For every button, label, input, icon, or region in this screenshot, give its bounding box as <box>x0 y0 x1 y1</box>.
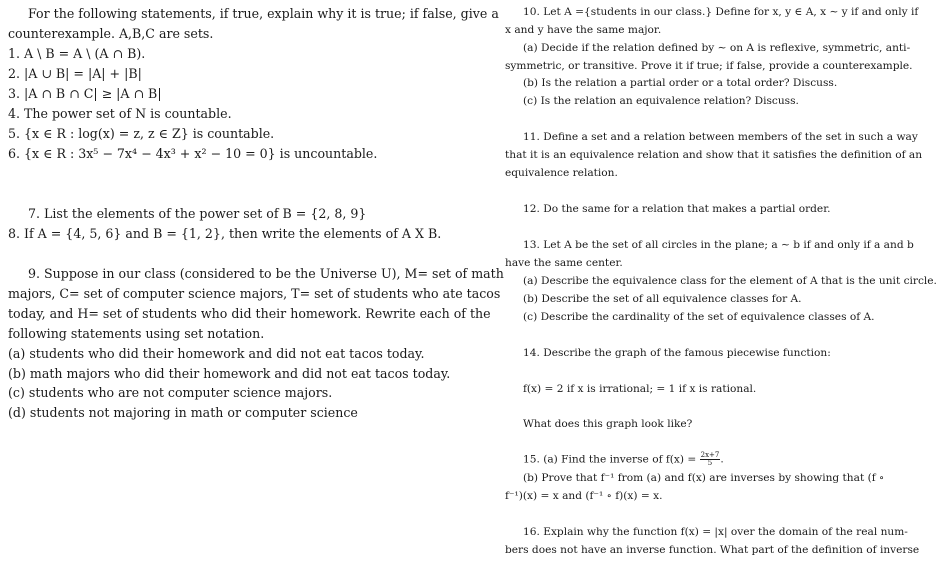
statement-3: 3. |A ∩ B ∩ C| ≥ |A ∩ B| <box>8 86 162 101</box>
problem-8: 8. If A = {4, 5, 6} and B = {1, 2}, then write the elements of A X B. <box>8 226 442 241</box>
statement-6: 6. {x ∈ R : 3x⁵ − 7x⁴ − 4x³ + x² − 10 = 0} is uncountable. <box>8 146 378 161</box>
problem-11-line-1: 11. Define a set and a relation between members of the set in such a way <box>523 131 918 143</box>
problem-16-line-2: bers does not have an inverse function. What part of the definition of inverse <box>505 544 920 556</box>
statement-1: 1. A \ B = A \ (A ∩ B). <box>8 46 146 61</box>
problem-9d: (d) students not majoring in math or computer science <box>8 405 358 420</box>
problem-10-line-1: 10. Let A ={students in our class.} Define for x, y ∈ A, x ∼ y if and only if <box>523 6 919 18</box>
problem-14-question: What does this graph look like? <box>523 418 693 430</box>
problem-10a-line-2: symmetric, or transitive. Prove it if true; if false, provide a counterexample. <box>505 60 913 72</box>
problem-15a-text: 15. (a) Find the inverse of f(x) = <box>523 453 700 466</box>
problem-13-line-2: have the same center. <box>505 257 623 269</box>
problem-10b: (b) Is the relation a partial order or a total order? Discuss. <box>523 77 838 89</box>
problem-9b: (b) math majors who did their homework and did not eat tacos today. <box>8 366 451 381</box>
problem-15a <box>523 452 724 467</box>
problem-13b: (b) Describe the set of all equivalence classes for A. <box>523 293 802 305</box>
problem-7: 7. List the elements of the power set of B = {2, 8, 9} <box>28 206 367 221</box>
problem-16-line-1: 16. Explain why the function f(x) = |x| over the domain of the real num- <box>523 526 908 538</box>
problem-11-line-2: that it is an equivalence relation and show that it satisfies the definition of an <box>505 149 923 161</box>
problem-12: 12. Do the same for a relation that makes a partial order. <box>523 203 831 215</box>
fraction-tail: . <box>720 453 724 466</box>
problem-13a: (a) Describe the equivalence class for the element of A that is the unit circle. <box>523 275 937 287</box>
fraction <box>700 451 724 467</box>
problem-10c: (c) Is the relation an equivalence relation? Discuss. <box>523 95 799 107</box>
intro-line-1: For the following statements, if true, explain why it is true; if false, give a <box>28 6 499 21</box>
fraction-numerator: 2x+7 <box>700 451 720 459</box>
problem-9-line-3: today, and H= set of students who did their homework. Rewrite each of the <box>8 306 491 321</box>
intro-line-2: counterexample. A,B,C are sets. <box>8 26 214 41</box>
statement-4: 4. The power set of N is countable. <box>8 106 232 121</box>
problem-15b-line-1: (b) Prove that f⁻¹ from (a) and f(x) are inverses by showing that (f ∘ <box>523 472 885 484</box>
piecewise-function: f(x) = 2 if x is irrational; = 1 if x is rational. <box>523 383 757 395</box>
problem-10a-line-1: (a) Decide if the relation defined by ∼ on A is reflexive, symmetric, anti- <box>523 42 911 54</box>
problem-9c: (c) students who are not computer science majors. <box>8 385 333 400</box>
problem-13c: (c) Describe the cardinality of the set of equivalence classes of A. <box>523 311 875 323</box>
statement-2: 2. |A ∪ B| = |A| + |B| <box>8 66 142 81</box>
problem-15b-line-2: f⁻¹)(x) = x and (f⁻¹ ∘ f)(x) = x. <box>505 490 663 502</box>
problem-9-line-2: majors, C= set of computer science majors, T= set of students who ate tacos <box>8 286 501 301</box>
statement-5: 5. {x ∈ R : log(x) = z, z ∈ Z} is countable. <box>8 126 275 141</box>
problem-9-line-1: 9. Suppose in our class (considered to be the Universe U), M= set of math <box>28 266 504 281</box>
problem-14: 14. Describe the graph of the famous piecewise function: <box>523 347 831 359</box>
problem-9-line-4: following statements using set notation. <box>8 326 265 341</box>
problem-13-line-1: 13. Let A be the set of all circles in the plane; a ∼ b if and only if a and b <box>523 239 914 251</box>
problem-9a: (a) students who did their homework and did not eat tacos today. <box>8 346 425 361</box>
fraction-denominator: 5 <box>707 459 713 467</box>
problem-11-line-3: equivalence relation. <box>505 167 618 179</box>
problem-10-line-2: x and y have the same major. <box>505 24 662 36</box>
